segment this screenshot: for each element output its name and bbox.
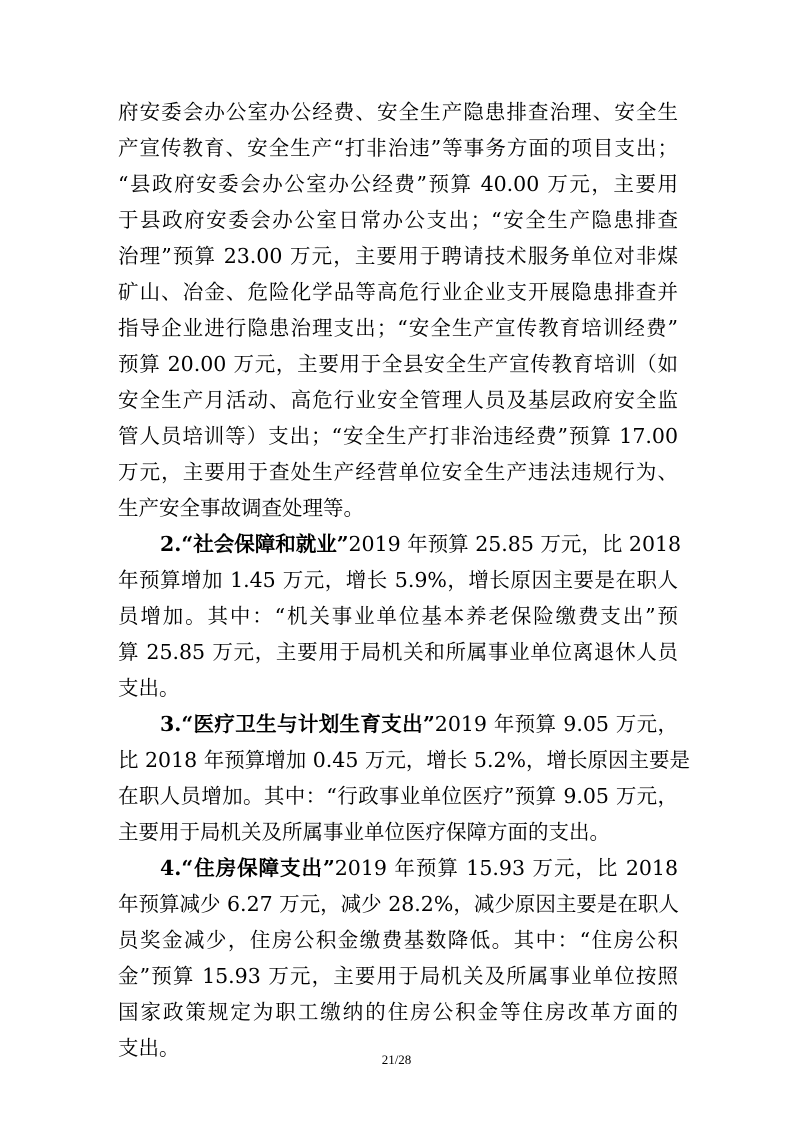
- text-line: 预算 20.00 万元，主要用于全县安全生产宣传教育培训（如: [118, 352, 678, 376]
- section-text: 2019 年预算 25.85 万元，比 2018: [348, 532, 682, 556]
- section-heading: 4.“住房保障支出”: [160, 856, 335, 880]
- text-line: 金”预算 15.93 万元，主要用于局机关及所属事业单位按照: [118, 964, 678, 988]
- text-line: 年预算增加 1.45 万元，增长 5.9%，增长原因主要是在职人: [118, 568, 678, 592]
- text-line: 于县政府安委会办公室日常办公支出；“安全生产隐患排查: [118, 208, 678, 232]
- text-line: “县政府安委会办公室办公经费”预算 40.00 万元，主要用: [118, 172, 678, 196]
- text-line: 安全生产月活动、高危行业安全管理人员及基层政府安全监: [118, 388, 678, 412]
- text-line: 支出。: [118, 1036, 180, 1060]
- section-text: 2019 年预算 15.93 万元，比 2018: [334, 856, 678, 880]
- text-line: 比 2018 年预算增加 0.45 万元，增长 5.2%，增长原因主要是: [118, 748, 690, 772]
- text-line: 矿山、冶金、危险化学品等高危行业企业支开展隐患排查并: [118, 280, 678, 304]
- text-line: 员增加。其中：“机关事业单位基本养老保险缴费支出”预: [118, 604, 678, 628]
- section-first-line: [160, 707, 678, 741]
- text-line: 算 25.85 万元，主要用于局机关和所属事业单位离退休人员: [118, 640, 678, 664]
- page-number: 21/28: [381, 1052, 412, 1067]
- text-line: 治理”预算 23.00 万元，主要用于聘请技术服务单位对非煤: [118, 244, 678, 268]
- text-line: 员奖金减少，住房公积金缴费基数降低。其中：“住房公积: [118, 928, 678, 952]
- text-line: 万元，主要用于查处生产经营单位安全生产违法违规行为、: [118, 460, 678, 484]
- text-line: 年预算减少 6.27 万元，减少 28.2%，减少原因主要是在职人: [118, 892, 679, 916]
- section-first-line: [160, 527, 682, 561]
- section-first-line: [160, 851, 678, 885]
- section-heading: 3.“医疗卫生与计划生育支出”: [160, 712, 435, 736]
- section-text: 2019 年预算 9.05 万元，: [434, 712, 679, 736]
- text-line: 在职人员增加。其中：“行政事业单位医疗”预算 9.05 万元，: [118, 784, 678, 808]
- section-heading: 2.“社会保障和就业”: [160, 532, 349, 556]
- text-line: 指导企业进行隐患治理支出；“安全生产宣传教育培训经费”: [118, 316, 678, 340]
- text-line: 产宣传教育、安全生产“打非治违”等事务方面的项目支出；: [118, 136, 678, 160]
- text-line: 生产安全事故调查处理等。: [118, 496, 364, 520]
- text-line: 管人员培训等）支出；“安全生产打非治违经费”预算 17.00: [118, 424, 678, 448]
- text-line: 府安委会办公室办公经费、安全生产隐患排查治理、安全生: [118, 100, 678, 124]
- text-line: 主要用于局机关及所属事业单位医疗保障方面的支出。: [118, 820, 610, 844]
- text-line: 国家政策规定为职工缴纳的住房公积金等住房改革方面的: [118, 1000, 678, 1024]
- text-line: 支出。: [118, 676, 180, 700]
